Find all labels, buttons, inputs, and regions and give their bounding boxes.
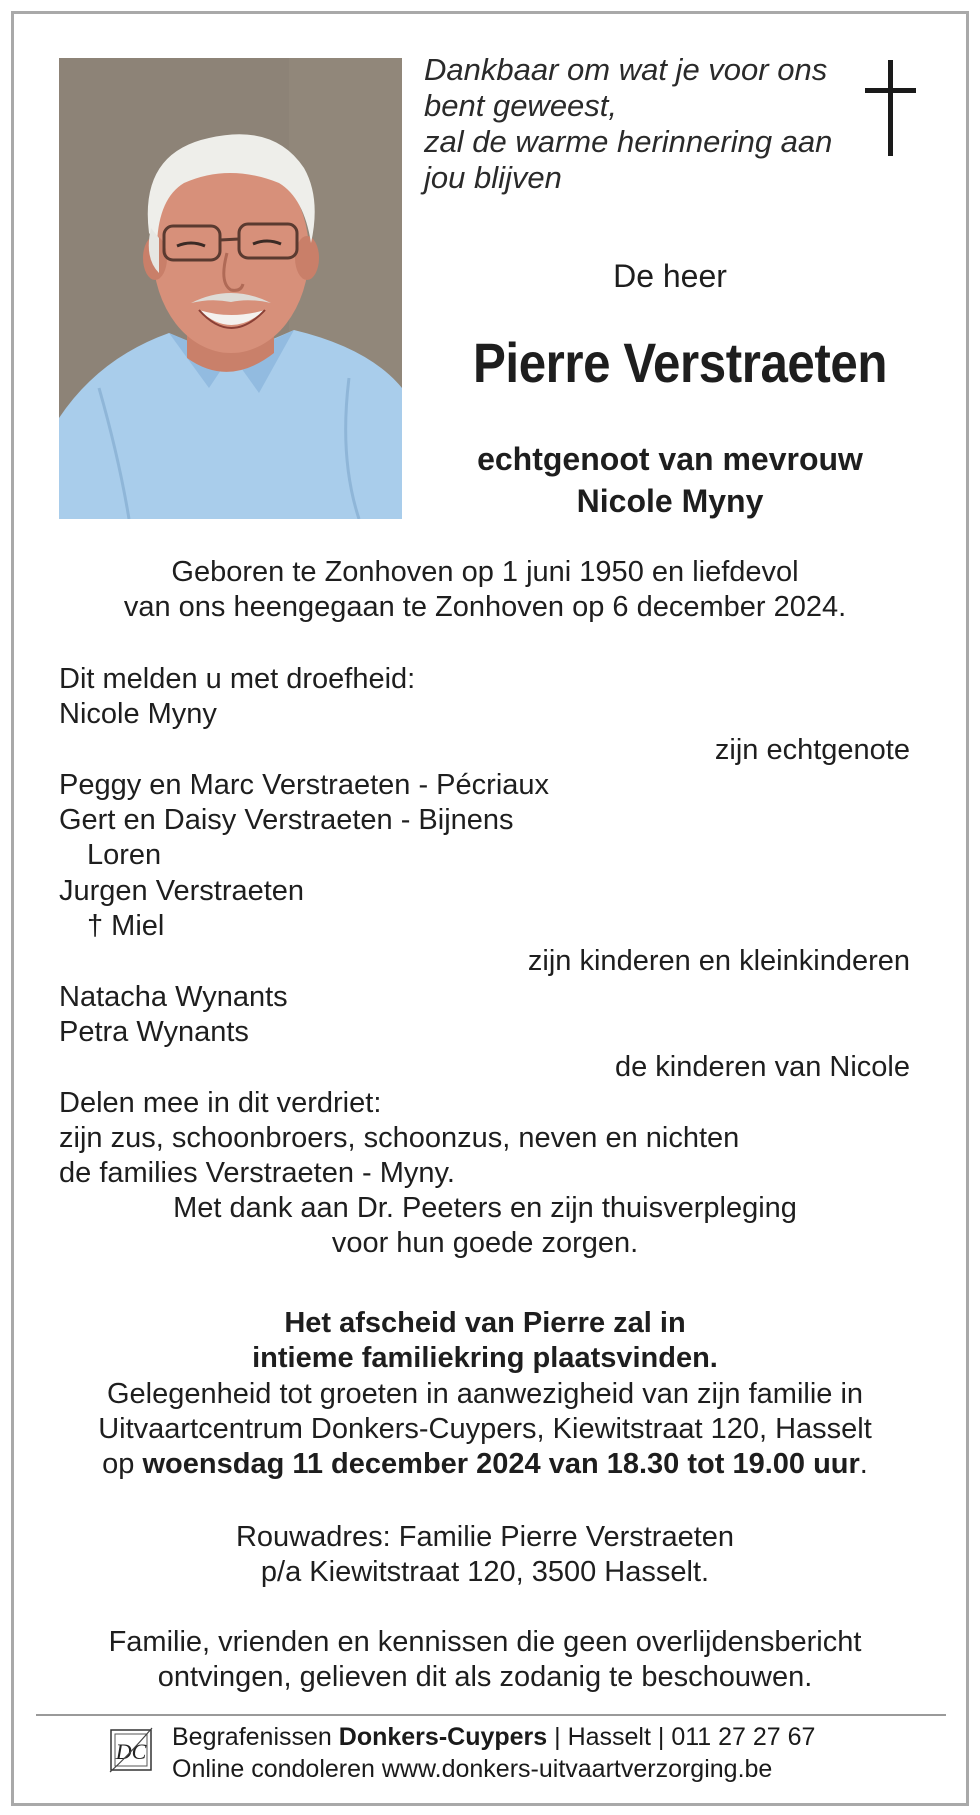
funeral-home-line [172, 1721, 815, 1753]
address-line: p/a Kiewitstraat 120, 3500 Hasselt. [260, 1556, 710, 1589]
date-prefix: op [102, 1448, 143, 1481]
funeral-home-info [172, 1721, 815, 1785]
notice-line: Familie, vrienden en kennissen die geen overlijdensbericht [108, 1626, 862, 1658]
child-mourner: Gert en Daisy Verstraeten - Bijnens [59, 804, 514, 837]
birth-line: Geboren te Zonhoven op 1 juni 1950 en liefdevol [171, 556, 799, 588]
address-line: Rouwadres: Familie Pierre Verstraeten [235, 1521, 735, 1553]
thanks-line: Met dank aan Dr. Peeters en zijn thuisverpleging [173, 1192, 797, 1224]
footer-prefix: Begrafenissen [172, 1723, 339, 1751]
honorific: De heer [613, 258, 727, 294]
spouse-info [430, 438, 910, 522]
closing-notice [40, 1625, 930, 1696]
cross-icon [860, 58, 920, 158]
birth-death-dates [40, 555, 930, 626]
families: de families Verstraeten - Myny. [59, 1157, 455, 1190]
quote-line: bent geweest, [424, 88, 618, 123]
date-time: woensdag 11 december 2024 van 18.30 tot 19.00 uur [142, 1448, 860, 1481]
mourners-intro: Dit melden u met droefheid: [59, 663, 416, 695]
children-role: zijn kinderen en kleinkinderen [527, 945, 910, 978]
share-intro: Delen mee in dit verdriet: [59, 1086, 382, 1119]
portrait-illustration [59, 58, 402, 519]
spouse-line: echtgenoot van mevrouw [477, 441, 863, 477]
footer-divider [36, 1714, 946, 1716]
mourning-address [40, 1520, 930, 1591]
funeral-home-name: Donkers-Cuypers [338, 1723, 548, 1751]
venue-line: Uitvaartcentrum Donkers-Cuypers, Kiewitstraat 120, Hasselt [98, 1412, 872, 1445]
child-mourner: Jurgen Verstraeten [59, 874, 305, 907]
footer-contact: | Hasselt | 011 27 27 67 [547, 1723, 816, 1751]
deceased-name: Pierre Verstraeten [473, 331, 887, 394]
stepchildren-role: de kinderen van Nicole [614, 1051, 910, 1084]
condolence-link[interactable]: Online condoleren www.donkers-uitvaartverzorging.be [172, 1755, 773, 1783]
funeral-home-logo [108, 1726, 154, 1774]
child-mourner: Peggy en Marc Verstraeten - Pécriaux [59, 768, 550, 801]
farewell-heading: Het afscheid van Pierre zal in [284, 1307, 686, 1339]
notice-line: ontvingen, gelieven dit als zodanig te beschouwen. [157, 1661, 813, 1694]
spouse-mourner: Nicole Myny [59, 698, 217, 731]
grandchild-mourner: † Miel [87, 910, 165, 943]
death-line: van ons heengegaan te Zonhoven op 6 december 2024. [123, 591, 847, 624]
spouse-name: Nicole Myny [576, 483, 764, 519]
date-line [40, 1447, 930, 1482]
quote-line: jou blijven [424, 160, 562, 195]
grandchild-mourner: Loren [87, 839, 162, 872]
stepchild-mourner: Natacha Wynants [59, 980, 288, 1013]
memorial-quote [424, 52, 854, 196]
spouse-role: zijn echtgenote [714, 733, 910, 766]
logo-text: DC [115, 1739, 147, 1764]
quote-line: zal de warme herinnering aan [424, 124, 833, 159]
farewell-info [40, 1306, 930, 1482]
quote-line: Dankbaar om wat je voor ons [424, 52, 828, 87]
viewing-line: Gelegenheid tot groeten in aanwezigheid van zijn familie in [106, 1377, 864, 1410]
relatives: zijn zus, schoonbroers, schoonzus, neven en nichten [59, 1121, 740, 1154]
thanks-note [40, 1191, 930, 1262]
date-suffix: . [859, 1448, 868, 1481]
thanks-line: voor hun goede zorgen. [331, 1227, 639, 1260]
stepchild-mourner: Petra Wynants [59, 1015, 249, 1048]
farewell-heading: intieme familiekring plaatsvinden. [252, 1342, 718, 1375]
mourners-list [40, 662, 930, 1191]
portrait-photo [59, 58, 402, 519]
